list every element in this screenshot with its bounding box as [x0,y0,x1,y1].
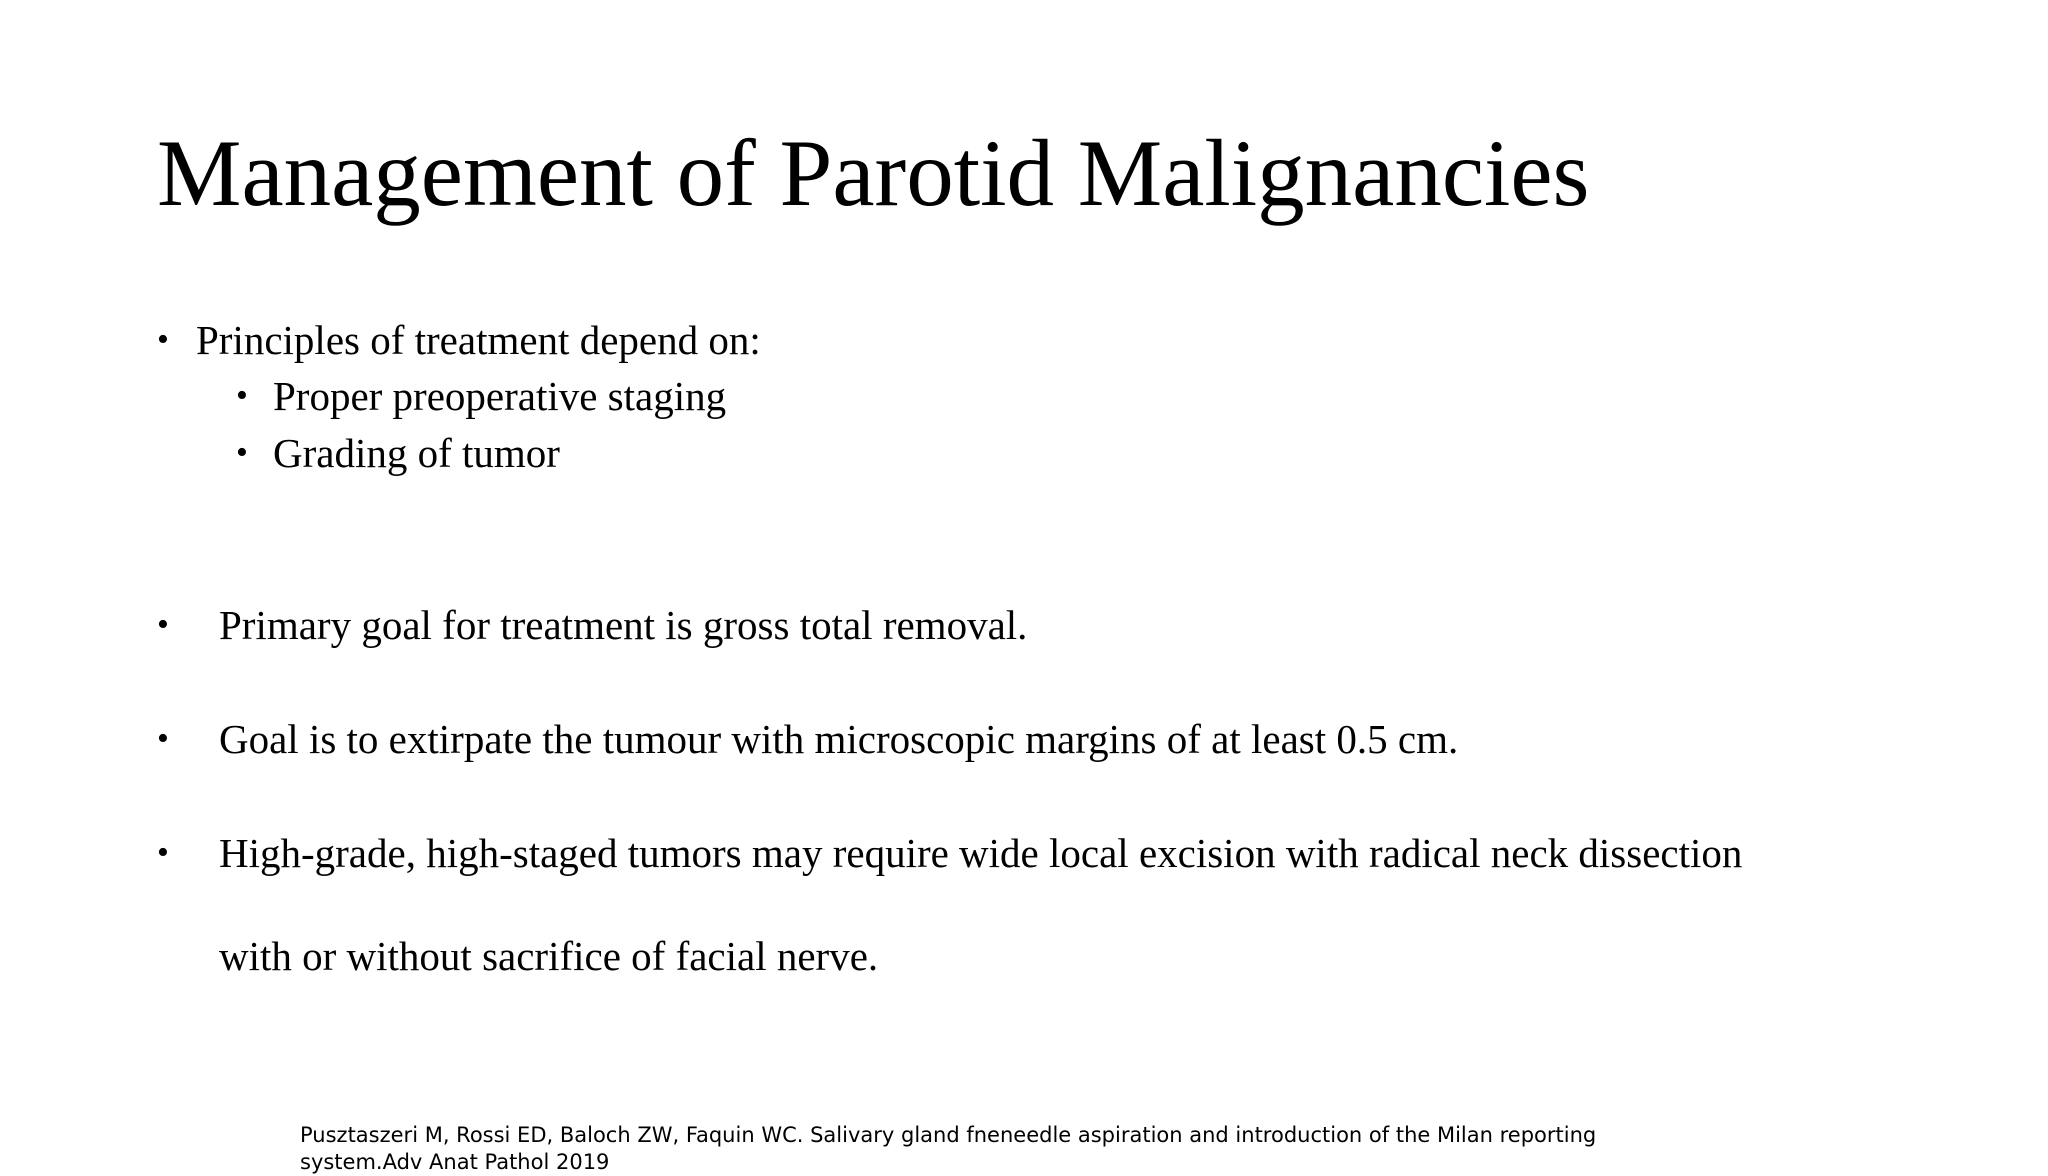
bullet-text: Primary goal for treatment is gross total removal. [219,602,1028,648]
bullet-dot: • [157,321,169,358]
bullet-dot: • [157,720,169,757]
bullet-text: Goal is to extirpate the tumour with microscopic margins of at least 0.5 cm. [219,716,1459,762]
bullet-dot: • [236,377,248,414]
bullet-text: Proper preoperative staging [273,373,727,419]
bullet-text: Grading of tumor [273,430,560,476]
slide-title: Management of Parotid Malignancies [157,120,1590,226]
bullet-text: High-grade, high-staged tumors may require wide local excision with radical neck dissection [219,830,1743,876]
reference-citation: Pusztaszeri M, Rossi ED, Baloch ZW, Faquin WC. Salivary gland fneneedle aspiration and introduction of the Milan reporting system.Adv Anat Pathol 2019 [300,1123,1597,1174]
bullet-dot: • [157,834,169,871]
bullet-dot: • [236,434,248,471]
bullet-dot: • [157,606,169,643]
bullet-text: Principles of treatment depend on: [196,317,761,363]
bullet-high-grade-continuation: with or without sacrifice of facial nerve. [219,933,879,979]
